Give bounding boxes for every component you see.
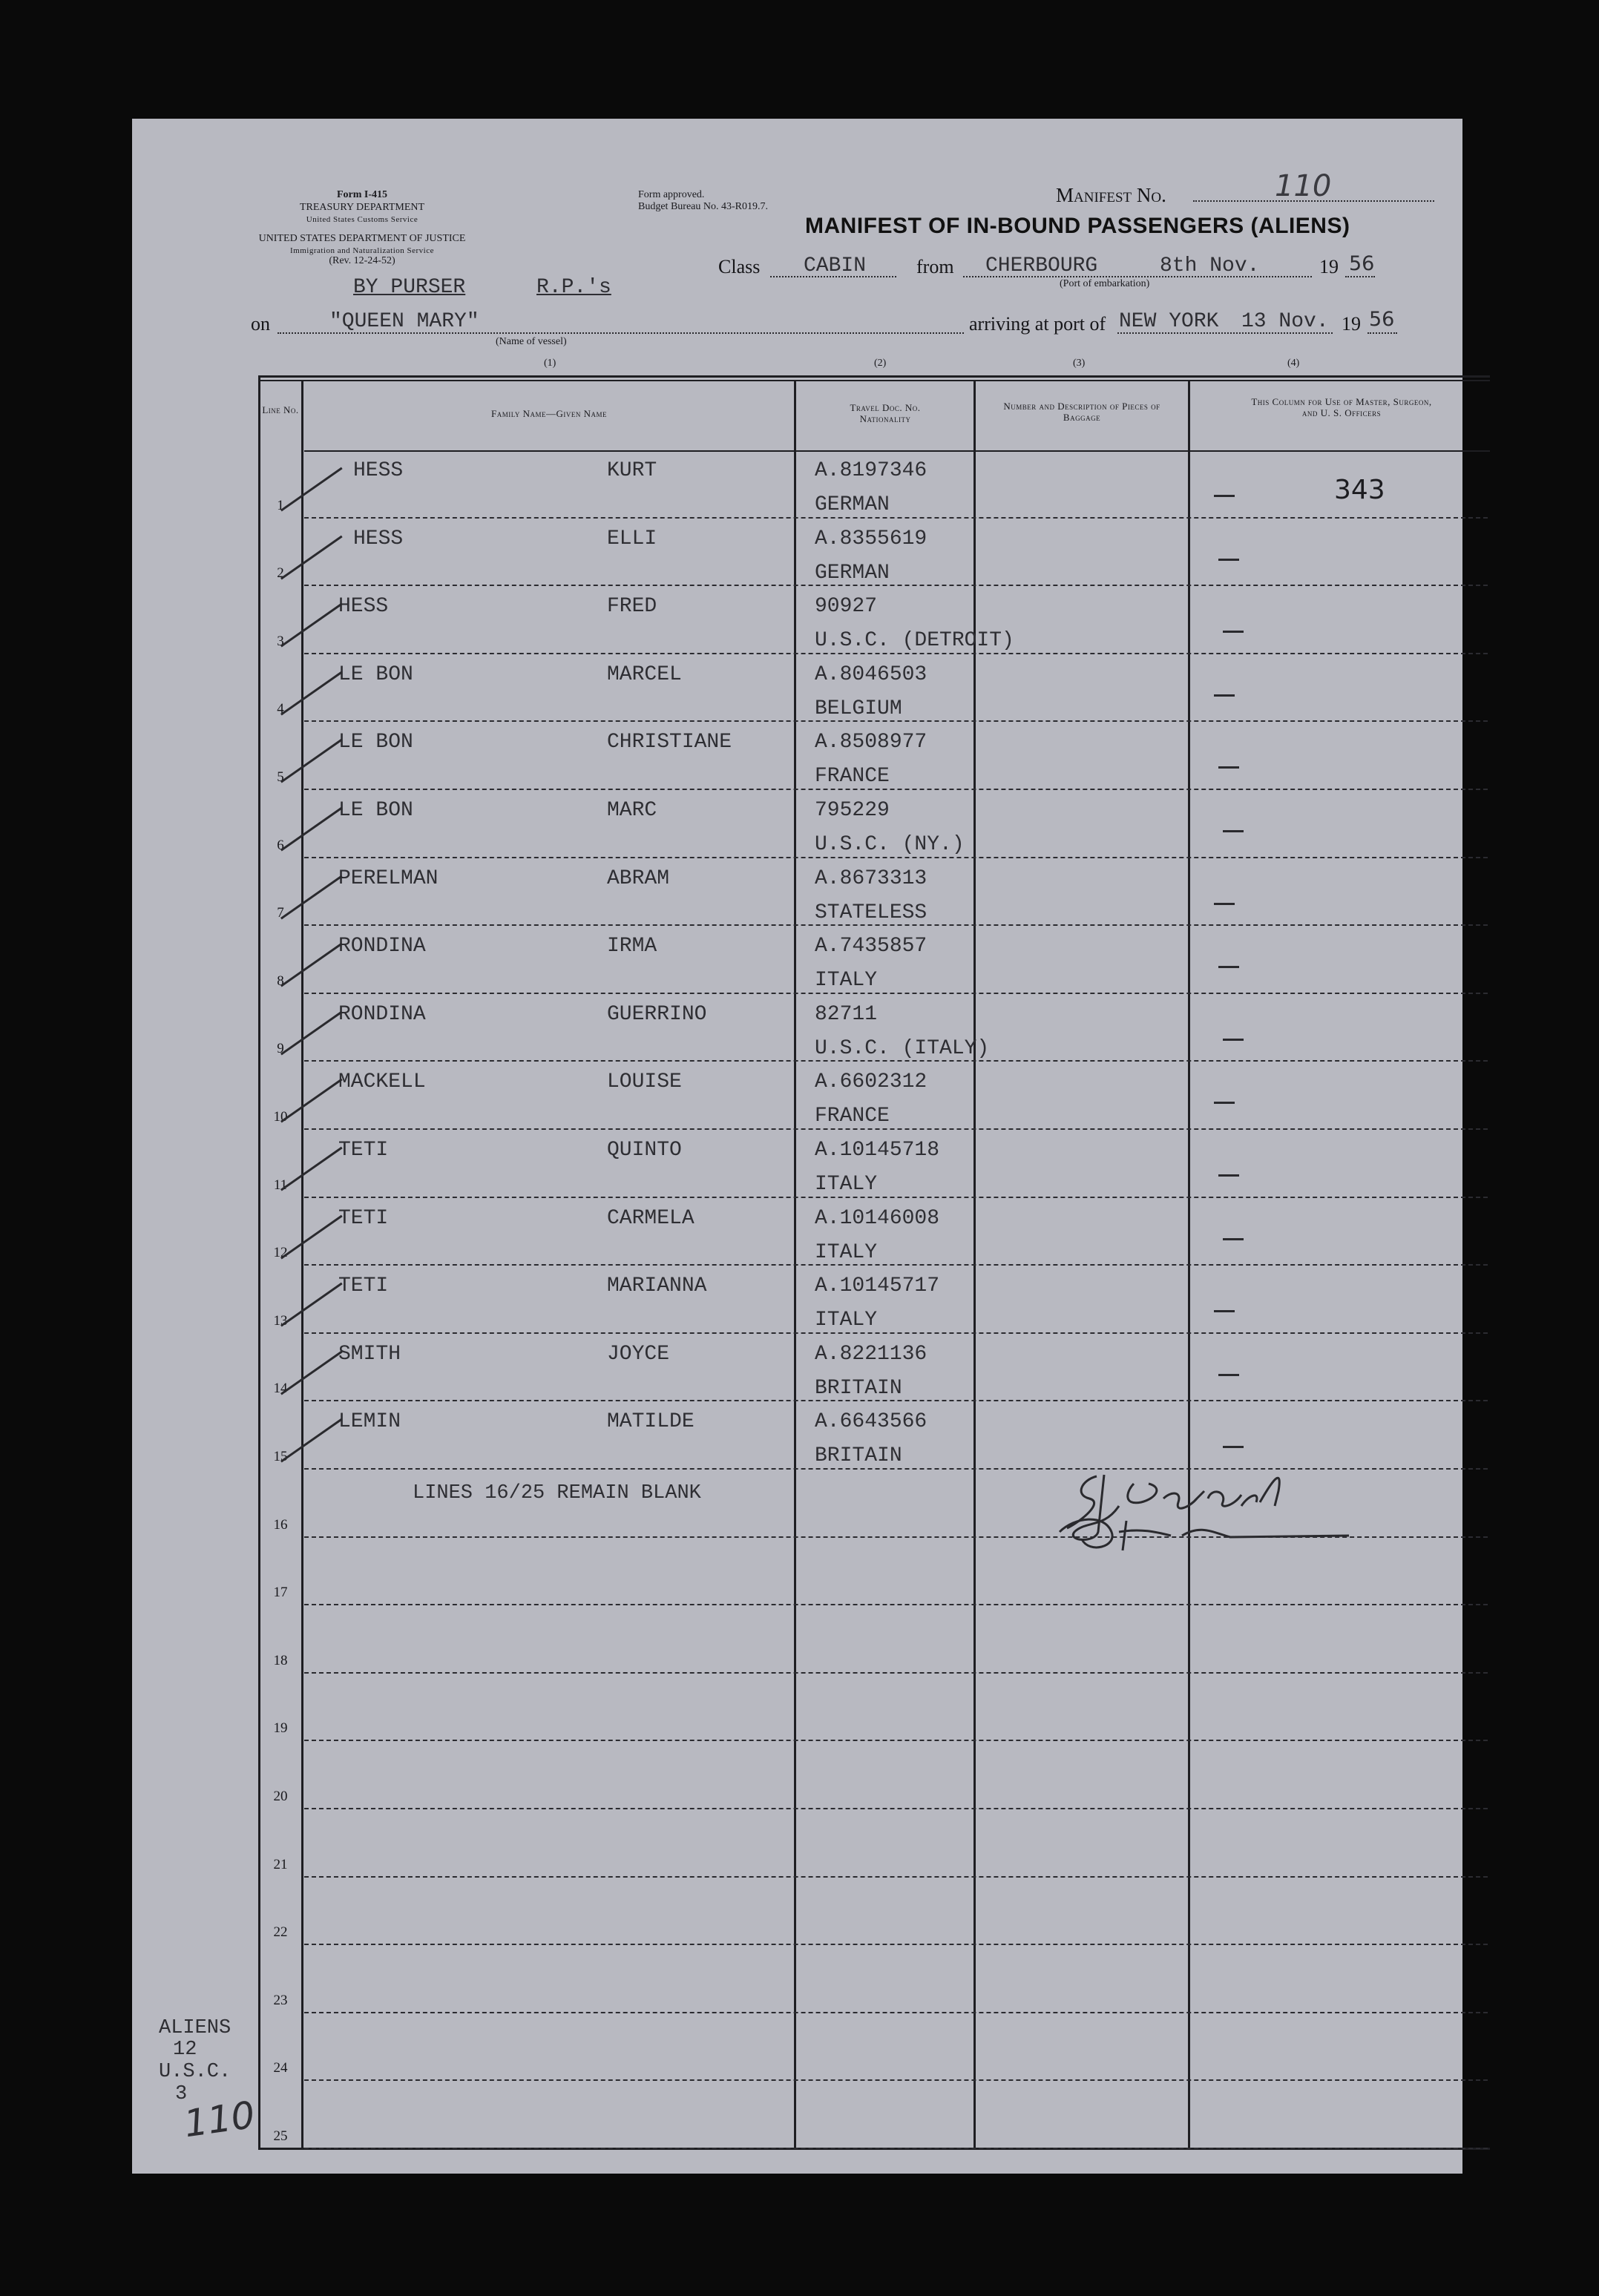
row-rule [304, 720, 1488, 722]
travel-doc-no: 795229 [815, 799, 890, 822]
arrival-date: 13 Nov. [1241, 310, 1329, 333]
officer-dash [1214, 495, 1235, 497]
family-name: HESS [338, 595, 389, 619]
officer-dash [1223, 830, 1244, 832]
officer-dash [1223, 1446, 1244, 1448]
row-rule [304, 1604, 1488, 1605]
row-rule [304, 1740, 1488, 1741]
row-rule [304, 2012, 1488, 2013]
line-number: 8 [277, 973, 284, 989]
manifest-sheet [132, 119, 1462, 2174]
travel-doc-no: A.8673313 [815, 866, 927, 890]
travel-doc-no: A.8046503 [815, 662, 927, 686]
margin-aliens-count: 12 [173, 2039, 197, 2061]
line-number: 21 [273, 1856, 288, 1872]
row-rule [304, 1128, 1488, 1130]
officer-signature [1052, 1461, 1379, 1558]
line-no-divider [301, 380, 303, 2150]
nationality: ITALY [815, 1240, 878, 1264]
page-mark-343: 343 [1334, 475, 1385, 505]
revision-date: (Rev. 12-24-52) [329, 255, 395, 266]
row-rule [304, 517, 1488, 519]
line-number: 20 [273, 1789, 288, 1804]
row-rule [304, 789, 1488, 790]
travel-doc-no: A.7435857 [815, 935, 927, 958]
line-number: 5 [277, 769, 284, 785]
officer-dash [1214, 1310, 1235, 1312]
travel-doc-no: A.10145717 [815, 1274, 940, 1298]
given-name: GUERRINO [607, 1002, 707, 1026]
line-number: 2 [277, 565, 284, 582]
family-name: RONDINA [338, 935, 426, 958]
officer-dash [1223, 1039, 1244, 1041]
line-number: 16 [273, 1516, 288, 1533]
officer-dash [1214, 694, 1235, 697]
col-num-4: (4) [1287, 358, 1300, 369]
customs-service: United States Customs Service [306, 215, 418, 224]
row-rule [304, 1876, 1488, 1878]
row-rule [304, 585, 1488, 586]
year-line-2 [1367, 332, 1397, 334]
year-2: 56 [1369, 308, 1395, 331]
line-number: 6 [277, 837, 284, 853]
line-number: 15 [273, 1449, 288, 1464]
check-mark [280, 1079, 343, 1123]
given-name: MATILDE [607, 1410, 695, 1434]
nationality: ITALY [815, 1173, 878, 1196]
nationality: BELGIUM [815, 697, 902, 720]
officer-dash [1214, 1102, 1235, 1104]
line-number: 4 [277, 701, 284, 717]
table-top-rule-2 [258, 380, 1490, 381]
family-name: HESS [353, 459, 404, 482]
embarkation-port: CHERBOURG [985, 254, 1098, 277]
travel-doc-no: 90927 [815, 595, 878, 619]
nationality: U.S.C. (DETROIT) [815, 629, 1014, 653]
line-number: 19 [273, 1720, 288, 1737]
row-rule [304, 2079, 1488, 2081]
family-name: LE BON [338, 731, 413, 754]
officer-dash [1223, 1238, 1244, 1240]
given-name: KURT [607, 459, 657, 482]
check-mark [280, 467, 343, 512]
family-name: LEMIN [338, 1410, 401, 1434]
vessel-name: "QUEEN MARY" [329, 310, 479, 333]
year-1: 56 [1349, 252, 1375, 275]
year-prefix-1: 19 [1319, 256, 1339, 277]
given-name: MARCEL [607, 662, 682, 686]
nationality: BRITAIN [815, 1444, 902, 1468]
family-name: LE BON [338, 662, 413, 686]
embarkation-date: 8th Nov. [1160, 254, 1260, 277]
travel-doc-no: A.6602312 [815, 1070, 927, 1094]
officer-dash [1218, 1174, 1239, 1177]
given-name: FRED [607, 595, 657, 619]
line-number: 22 [273, 1924, 288, 1941]
row-rule [304, 1400, 1488, 1401]
nationality: FRANCE [815, 765, 890, 789]
row-rule [304, 1672, 1488, 1674]
check-mark [280, 1283, 343, 1327]
given-name: ELLI [607, 527, 657, 550]
margin-handwritten-number: 110 [181, 2093, 258, 2146]
arrival-port: NEW YORK [1119, 310, 1219, 333]
given-name: MARIANNA [607, 1274, 707, 1298]
check-mark [280, 943, 343, 987]
line-number: 1 [277, 497, 284, 513]
family-name: TETI [338, 1139, 389, 1162]
nationality: GERMAN [815, 561, 890, 585]
table-left-border [258, 375, 260, 2150]
vessel-note: (Name of vessel) [496, 336, 567, 347]
treasury-dept: TREASURY DEPARTMENT [299, 202, 425, 213]
row-rule [304, 1536, 1488, 1538]
nationality: STATELESS [815, 901, 927, 924]
port-embarkation-note: (Port of embarkation) [1060, 278, 1150, 289]
travel-doc-no: A.10145718 [815, 1139, 940, 1162]
col-num-1: (1) [544, 358, 556, 369]
given-name: LOUISE [607, 1070, 682, 1094]
officer-dash [1214, 903, 1235, 905]
family-name: TETI [338, 1206, 389, 1230]
line-number: 10 [273, 1109, 288, 1125]
year-line-1 [1345, 276, 1375, 277]
ins-service: Immigration and Naturalization Service [289, 246, 435, 255]
nationality: ITALY [815, 969, 878, 993]
col-num-3: (3) [1073, 358, 1086, 369]
check-mark [280, 603, 343, 648]
given-name: MARC [607, 799, 657, 822]
given-name: ABRAM [607, 866, 670, 890]
line-number: 9 [277, 1041, 284, 1057]
budget-bureau: Budget Bureau No. 43-R019.7. [638, 201, 768, 212]
table-top-rule [258, 375, 1490, 378]
row-rule [304, 1264, 1488, 1266]
from-label: from [916, 256, 954, 277]
travel-doc-no: A.8355619 [815, 527, 927, 550]
family-name: RONDINA [338, 1002, 426, 1026]
table-header-rule [304, 450, 1490, 452]
line-number: 24 [273, 2060, 288, 2076]
class-label: Class [718, 256, 761, 277]
given-name: QUINTO [607, 1139, 682, 1162]
head-travel-doc: Travel Doc. No. Nationality [850, 402, 921, 424]
check-mark [280, 739, 343, 783]
check-mark [280, 1147, 343, 1191]
justice-dept: UNITED STATES DEPARTMENT OF JUSTICE [258, 233, 466, 244]
check-mark [280, 671, 343, 715]
row-rule [304, 1332, 1488, 1334]
officer-dash [1218, 1374, 1239, 1376]
manifest-no-label: Manifest No. [1056, 184, 1166, 206]
travel-doc-no: A.8221136 [815, 1342, 927, 1366]
margin-usc-count: 3 [175, 2083, 188, 2105]
row-rule [304, 653, 1488, 654]
family-name: HESS [353, 527, 404, 550]
year-prefix-2: 19 [1342, 313, 1361, 335]
nationality: U.S.C. (NY.) [815, 833, 965, 856]
line-number: 13 [273, 1312, 288, 1329]
family-name: PERELMAN [338, 866, 439, 890]
class-value: CABIN [804, 254, 867, 277]
given-name: CARMELA [607, 1206, 695, 1230]
check-mark [280, 1418, 343, 1463]
row-rule [304, 1060, 1488, 1062]
row-rule [304, 924, 1488, 926]
nationality: FRANCE [815, 1105, 890, 1128]
check-mark [280, 1214, 343, 1259]
officer-dash [1218, 966, 1239, 968]
nationality: U.S.C. (ITALY) [815, 1036, 990, 1060]
head-family-name: Family Name—Given Name [491, 408, 607, 419]
by-purser: BY PURSER [353, 276, 466, 299]
row-rule [304, 857, 1488, 858]
nationality: BRITAIN [815, 1376, 902, 1400]
row-rule [304, 1808, 1488, 1809]
officer-dash [1218, 559, 1239, 561]
given-name: JOYCE [607, 1342, 670, 1366]
given-name: CHRISTIANE [607, 731, 732, 754]
line-number: 23 [273, 1992, 288, 2008]
arriving-label: arriving at port of [969, 313, 1106, 335]
family-name: MACKELL [338, 1070, 426, 1094]
check-mark [280, 875, 343, 919]
form-approved: Form approved. [638, 189, 705, 200]
officer-dash [1218, 766, 1239, 769]
form-number: Form I-415 [336, 189, 388, 200]
given-name: IRMA [607, 935, 657, 958]
head-line-no: Line No. [262, 404, 299, 415]
nationality: GERMAN [815, 493, 890, 516]
line-number: 7 [277, 905, 284, 921]
check-mark [280, 1010, 343, 1055]
family-name: SMITH [338, 1342, 401, 1366]
line-number: 17 [273, 1585, 288, 1601]
row-rule [304, 993, 1488, 994]
line-number: 3 [277, 633, 284, 649]
nationality: ITALY [815, 1309, 878, 1332]
line-number: 11 [273, 1177, 288, 1193]
manifest-number: 110 [1275, 169, 1332, 203]
travel-doc-no: A.8197346 [815, 459, 927, 482]
head-official-use: This Column for Use of Master, Surgeon, and U. S. Officers [1251, 396, 1432, 418]
rps-mark: R.P.'s [536, 276, 611, 299]
margin-aliens-label: ALIENS [159, 2017, 232, 2039]
travel-doc-no: 82711 [815, 1002, 878, 1026]
line-number: 14 [273, 1381, 288, 1397]
row-rule [304, 1944, 1488, 1945]
check-mark [280, 1350, 343, 1395]
travel-doc-no: A.10146008 [815, 1206, 940, 1230]
head-baggage: Number and Description of Pieces of Baggage [1003, 401, 1160, 423]
check-mark [280, 535, 343, 579]
manifest-title: MANIFEST OF IN-BOUND PASSENGERS (ALIENS) [805, 214, 1350, 238]
row-rule [304, 1197, 1488, 1198]
family-name: LE BON [338, 799, 413, 822]
check-mark [280, 807, 343, 852]
family-name: TETI [338, 1274, 389, 1298]
row-rule [304, 1468, 1488, 1470]
col-num-2: (2) [874, 358, 887, 369]
line-number: 25 [273, 2128, 288, 2144]
officer-dash [1223, 631, 1244, 633]
margin-usc-label: U.S.C. [159, 2061, 232, 2083]
line-number: 12 [273, 1245, 288, 1261]
blank-lines-note: LINES 16/25 REMAIN BLANK [413, 1482, 701, 1504]
row-rule [304, 2148, 1488, 2149]
travel-doc-no: A.6643566 [815, 1410, 927, 1434]
travel-doc-no: A.8508977 [815, 731, 927, 754]
line-number: 18 [273, 1652, 288, 1668]
on-label: on [251, 313, 270, 335]
